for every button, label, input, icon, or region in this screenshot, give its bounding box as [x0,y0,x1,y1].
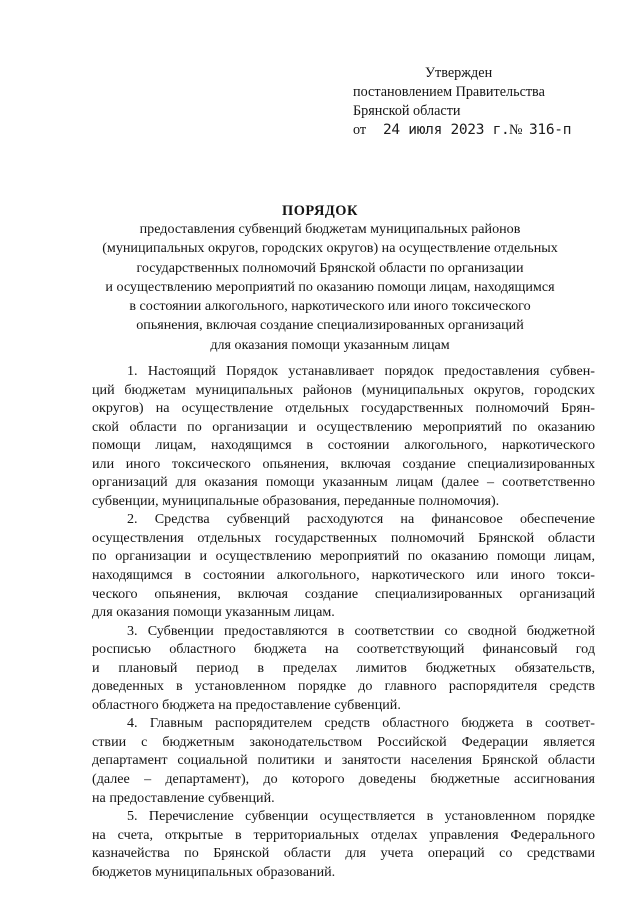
paragraph-line: бюджетов муниципальных образований. [92,863,336,880]
approval-line-region: Брянской области [353,103,461,119]
paragraph-5 [92,807,595,881]
paragraph-line: осуществления отдельных государственных полномочий Брянской области [92,529,595,546]
paragraph-line: помощи лицам, находящимся в состоянии алкогольного, наркотического [92,437,595,454]
approval-line-resolution: постановлением Правительства [353,84,545,100]
paragraph-line: 3. Субвенции предоставляются в соответствии со сводной бюджетной [127,622,595,639]
approval-line-approved: Утвержден [425,65,493,81]
paragraph-4 [92,714,595,807]
paragraph-line: на счета, открытые в территориальных отделах управления Федерального [92,826,595,843]
paragraph-line: областного бюджета на предоставление субвенций. [92,696,401,713]
document-title: ПОРЯДОК [282,203,358,219]
paragraph-line: субвенции, муниципальные образования, переданные полномочия). [92,492,500,509]
approval-date-row [353,121,623,140]
subtitle-line: предоставления субвенций бюджетам муниципальных районов [139,221,521,237]
paragraph-line: (далее – департамент), до которого доведены бюджетные ассигнования [92,771,595,788]
paragraph-line: и плановый период в пределах лимитов бюджетных обязательств, [92,659,595,676]
paragraph-line: ческого опьянения, включая создание специализированных организаций [92,585,595,602]
approval-number-sign: № [509,122,523,138]
paragraph-line: находящимся в состоянии алкогольного, наркотического или иного токси- [92,567,595,584]
paragraph-line: по организации и осуществлению мероприятий по оказанию помощи лицам, [92,548,595,565]
paragraph-line: 5. Перечисление субвенции осуществляется в установленном порядке [127,808,595,825]
paragraph-line: казначейства по Брянской области для учета операций со средствами [92,845,595,862]
paragraph-line: доведенных в установленном порядке до главного распорядителя средств [92,678,595,695]
paragraph-3 [92,622,595,715]
paragraph-line: департамент социальной политики и занятости населения Брянской области [92,752,595,769]
paragraph-line: или иного токсического опьянения, включая создание специализированных [92,455,595,472]
approval-date-handwritten: 24 июля 2023 г. [383,122,510,138]
subtitle-line: государственных полномочий Брянской области по организации [136,259,524,276]
paragraph-line: ствии с бюджетным законодательством Российской Федерации является [92,733,595,750]
approval-number-handwritten: 316-п [529,122,572,138]
subtitle-line: для оказания помощи указанным лицам [210,336,450,353]
paragraph-line: 1. Настоящий Порядок устанавливает порядок предоставления субвен- [127,363,595,379]
subtitle-line: в состоянии алкогольного, наркотического или иного токсического [129,298,531,315]
subtitle-line: опьянения, включая создание специализированных организаций [136,317,524,334]
approval-stamp-block [353,64,623,140]
paragraph-line: 2. Средства субвенций расходуются на финансовое обеспечение [127,511,595,528]
paragraph-line: 4. Главным распорядителем средств областного бюджета в соответ- [127,715,595,732]
document-body [92,362,595,881]
paragraph-line: округов) на осуществление отдельных государственных полномочий Брян- [92,400,595,417]
paragraph-line: ций бюджетам муниципальных районов (муниципальных округов, городских [92,381,595,398]
subtitle-line: (муниципальных округов, городских округов) на осуществление отдельных [102,240,558,257]
subtitle-line: и осуществлению мероприятий по оказанию помощи лицам, находящимся [105,278,555,295]
paragraph-1 [92,362,595,510]
paragraph-line: на предоставление субвенций. [92,789,275,806]
paragraph-line: для оказания помощи указанным лицам. [92,604,335,621]
paragraph-line: ской области по организации и осуществлению мероприятий по оказанию [92,418,595,435]
paragraph-2 [92,510,595,621]
approval-from-label: от [353,122,367,138]
paragraph-line: организаций для оказания помощи указанным лицам (далее – соответственно [92,474,595,491]
document-subtitle [60,220,600,355]
paragraph-line: росписью областного бюджета на соответствующий финансовый год [92,641,595,658]
